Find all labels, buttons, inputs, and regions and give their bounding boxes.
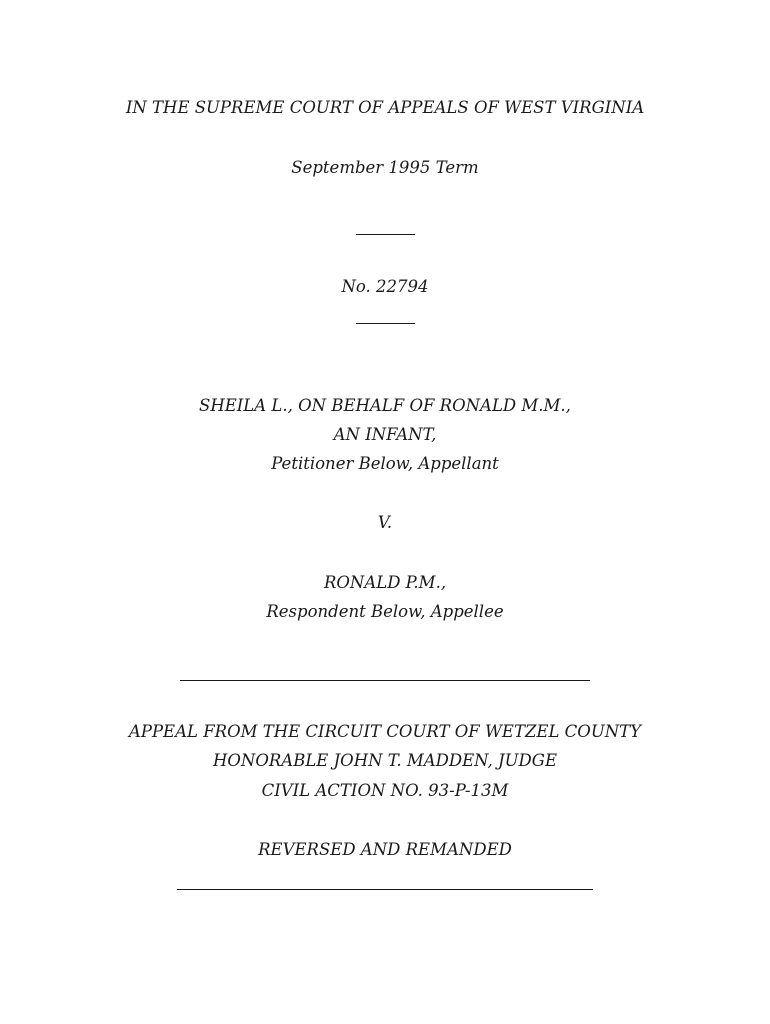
appeal-source: APPEAL FROM THE CIRCUIT COURT OF WETZEL COUNTY xyxy=(128,722,642,741)
docket-number: No. 22794 xyxy=(341,277,429,296)
petitioner-role: Petitioner Below, Appellant xyxy=(271,454,499,473)
petitioner-name: SHEILA L., ON BEHALF OF RONALD M.M., xyxy=(199,396,571,415)
presiding-judge: HONORABLE JOHN T. MADDEN, JUDGE xyxy=(212,751,558,770)
long-divider-top xyxy=(180,680,590,681)
court-name: IN THE SUPREME COURT OF APPEALS OF WEST VIRGINIA xyxy=(125,98,645,117)
disposition: REVERSED AND REMANDED xyxy=(258,840,512,859)
civil-action-number: CIVIL ACTION NO. 93-P-13M xyxy=(261,781,509,800)
long-divider-bottom xyxy=(177,889,593,890)
petitioner-name-cont: AN INFANT, xyxy=(333,425,437,444)
short-divider-top xyxy=(356,234,415,235)
respondent-name: RONALD P.M., xyxy=(323,573,447,592)
term: September 1995 Term xyxy=(291,158,479,177)
versus: V. xyxy=(377,513,393,532)
respondent-role: Respondent Below, Appellee xyxy=(266,602,504,621)
short-divider-bottom xyxy=(356,323,415,324)
